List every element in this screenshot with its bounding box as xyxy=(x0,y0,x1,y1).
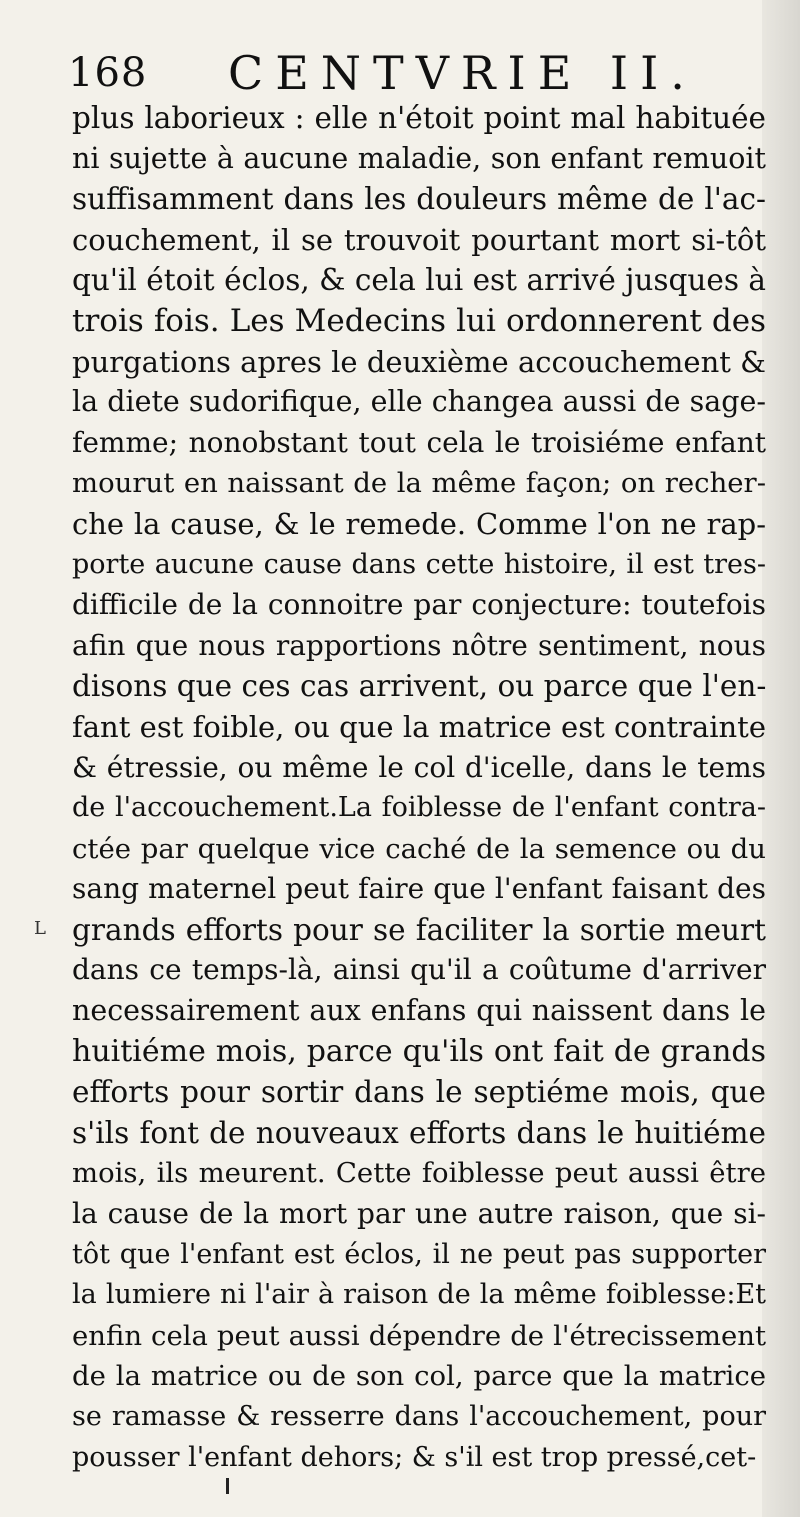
text-line: plus laborieux : elle n'étoit point mal habituée xyxy=(72,101,766,135)
text-line: s'ils font de nouveaux efforts dans le huitiéme xyxy=(72,1115,766,1150)
text-line: de la matrice ou de son col, parce que la matrice xyxy=(72,1360,766,1393)
text-line: la lumiere ni l'air à raison de la même foiblesse:Et xyxy=(72,1279,766,1311)
text-line: qu'il étoit éclos, & cela lui est arrivé jusques à xyxy=(72,263,766,298)
text-line: difficile de la connoitre par conjecture: toutefois xyxy=(72,588,766,622)
text-line: sang maternel peut faire que l'enfant faisant des xyxy=(72,872,766,906)
text-line: porte aucune cause dans cette histoire, il est tres- xyxy=(72,548,766,580)
text-line: ni sujette à aucune maladie, son enfant remuoit xyxy=(72,141,766,175)
text-line: necessairement aux enfans qui naissent dans le xyxy=(72,994,766,1028)
text-line: mois, ils meurent. Cette foiblesse peut aussi être xyxy=(72,1157,766,1190)
text-line: ctée par quelque vice caché de la semence ou du xyxy=(72,832,766,865)
page-edge xyxy=(762,0,800,1517)
foot-mark xyxy=(226,1478,229,1494)
text-line: efforts pour sortir dans le septiéme mois, que xyxy=(72,1075,766,1110)
text-line: femme; nonobstant tout cela le troisiéme enfant xyxy=(72,425,766,459)
text-line: che la cause, & le remede. Comme l'on ne rap- xyxy=(72,506,766,541)
text-line: couchement, il se trouvoit pourtant mort si-tôt xyxy=(72,222,766,257)
text-line: enfin cela peut aussi dépendre de l'étrecissement xyxy=(72,1319,766,1352)
text-line: afin que nous rapportions nôtre sentiment, nous xyxy=(72,628,766,662)
text-line: purgations apres le deuxième accouchement & xyxy=(72,344,766,379)
text-line: trois fois. Les Medecins lui ordonnerent des xyxy=(72,302,766,339)
text-line: mourut en naissant de la même façon; on recher- xyxy=(72,467,766,500)
text-line: disons que ces cas arrivent, ou parce que l'en- xyxy=(72,669,766,704)
text-line: tôt que l'enfant est éclos, il ne peut pas supporter xyxy=(72,1238,766,1270)
text-line: grands efforts pour se faciliter la sortie meurt xyxy=(72,912,766,947)
body-text xyxy=(72,98,766,1478)
text-line: la diete sudorifique, elle changea aussi de sage- xyxy=(72,385,766,419)
text-line: huitiéme mois, parce qu'ils ont fait de grands xyxy=(72,1033,766,1069)
text-line: & étressie, ou même le col d'icelle, dans le tems xyxy=(72,750,766,784)
margin-mark: L xyxy=(34,918,46,939)
text-line: fant est foible, ou que la matrice est contrainte xyxy=(72,709,766,744)
text-line: se ramasse & resserre dans l'accouchement, pour xyxy=(72,1401,766,1432)
text-line: de l'accouchement.La foiblesse de l'enfant contra- xyxy=(72,792,766,824)
text-line: la cause de la mort par une autre raison, que si- xyxy=(72,1197,766,1231)
page-header xyxy=(68,42,768,106)
text-line: dans ce temps-là, ainsi qu'il a coûtume d'arriver xyxy=(72,953,766,987)
text-line: pousser l'enfant dehors; & s'il est trop pressé,cet- xyxy=(72,1441,757,1473)
running-head: CENTVRIE II. xyxy=(228,46,697,100)
page-number: 168 xyxy=(68,50,148,96)
text-line: suffisamment dans les douleurs même de l'ac- xyxy=(72,182,766,217)
